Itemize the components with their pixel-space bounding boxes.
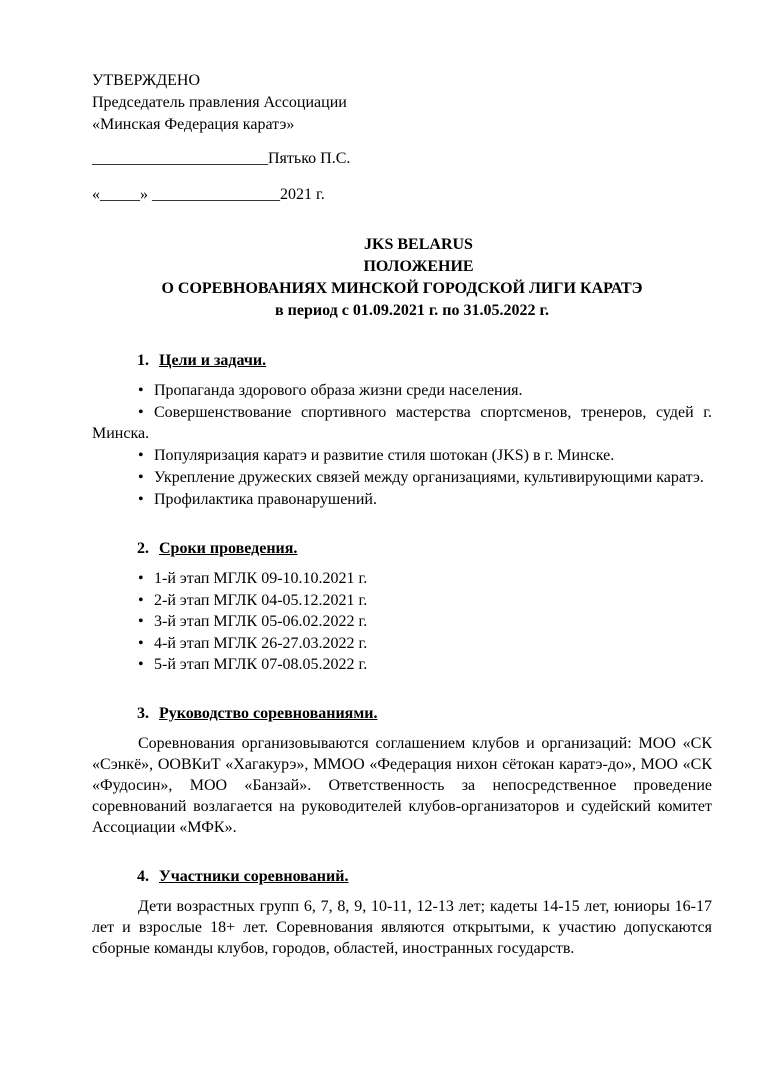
section-title: Участники соревнований. bbox=[159, 868, 349, 885]
bullet-icon: • bbox=[138, 613, 144, 630]
document-title bbox=[92, 234, 712, 322]
approver-position: Председатель правления Ассоциации bbox=[92, 94, 347, 111]
list-item: • 2-й этап МГЛК 04-05.12.2021 г. bbox=[138, 591, 368, 609]
list-item: • 1-й этап МГЛК 09-10.10.2021 г. bbox=[138, 570, 368, 587]
list-item: • Совершенствование спортивного мастерства спортсменов, тренеров, судей г. Минска. bbox=[92, 404, 712, 442]
section-title: Руководство соревнованиями. bbox=[159, 705, 378, 722]
list-item: • Популяризация каратэ и развитие стиля шотокан (JKS) в г. Минске. bbox=[138, 447, 615, 464]
list-item: • 3-й этап МГЛК 05-06.02.2022 г. bbox=[138, 613, 368, 630]
section-number: 4. bbox=[137, 868, 149, 885]
section-heading bbox=[137, 703, 712, 725]
section-title: Сроки проведения. bbox=[159, 540, 298, 557]
section-paragraph: Соревнования организовываются соглашением клубов и организаций: МОО «СК «Сэнкё», ООВКиТ «Хагакурэ», ММОО «Федерация нихон сётокан каратэ-до», МОО «СК «Фудосин», МОО «Банзай». Ответственность за непосредственное проведение соревнований возлагается на руководителей клубов-организаторов и судейский комитет Ассоциации «МФК». bbox=[92, 735, 712, 836]
list-item: • 5-й этап МГЛК 07-08.05.2022 г. bbox=[138, 656, 368, 673]
section-number: 2. bbox=[137, 540, 149, 557]
signature-line: ______________________Пятько П.С. bbox=[92, 150, 351, 167]
section-paragraph: Дети возрастных групп 6, 7, 8, 9, 10-11, 12-13 лет; кадеты 14-15 лет, юниоры 16-17 лет и взрослые 18+ лет. Соревнования являются открытыми, к участию допускаются сборные команды клубов, городов, областей, иностранных государств. bbox=[92, 898, 712, 957]
goals-list bbox=[92, 380, 712, 510]
title-period: в период с 01.09.2021 г. по 31.05.2022 г. bbox=[275, 302, 549, 319]
section-participants bbox=[92, 866, 712, 959]
bullet-icon: • bbox=[138, 591, 144, 609]
title-subject: О СОРЕВНОВАНИЯХ МИНСКОЙ ГОРОДСКОЙ ЛИГИ КАРАТЭ bbox=[161, 280, 643, 297]
section-heading bbox=[137, 866, 712, 888]
section-title: Цели и задачи. bbox=[159, 352, 267, 369]
section-number: 1. bbox=[137, 352, 149, 369]
section-heading bbox=[137, 350, 712, 372]
section-goals bbox=[92, 350, 712, 510]
date-line: «_____» ________________2021 г. bbox=[92, 186, 325, 203]
approver-organization: «Минская Федерация каратэ» bbox=[92, 116, 295, 133]
approved-label: УТВЕРЖДЕНО bbox=[92, 72, 201, 89]
list-item: • Профилактика правонарушений. bbox=[138, 491, 377, 508]
section-management bbox=[92, 703, 712, 838]
bullet-icon: • bbox=[138, 382, 144, 399]
section-number: 3. bbox=[137, 705, 149, 722]
section-heading bbox=[137, 538, 712, 560]
list-item: • Укрепление дружеских связей между организациями, культивирующими каратэ. bbox=[138, 469, 704, 486]
bullet-icon: • bbox=[138, 447, 144, 464]
schedule-list bbox=[92, 568, 712, 675]
list-item: • 4-й этап МГЛК 26-27.03.2022 г. bbox=[138, 634, 368, 652]
bullet-icon: • bbox=[138, 469, 144, 486]
bullet-icon: • bbox=[138, 570, 144, 587]
section-schedule bbox=[92, 538, 712, 675]
bullet-icon: • bbox=[138, 656, 144, 673]
list-item: • Пропаганда здорового образа жизни среди населения. bbox=[138, 382, 523, 399]
title-doc-type: ПОЛОЖЕНИЕ bbox=[363, 258, 474, 275]
bullet-icon: • bbox=[138, 634, 144, 652]
bullet-icon: • bbox=[138, 491, 144, 508]
title-org: JKS BELARUS bbox=[364, 236, 473, 253]
bullet-icon: • bbox=[138, 404, 144, 421]
approval-block bbox=[92, 70, 712, 206]
